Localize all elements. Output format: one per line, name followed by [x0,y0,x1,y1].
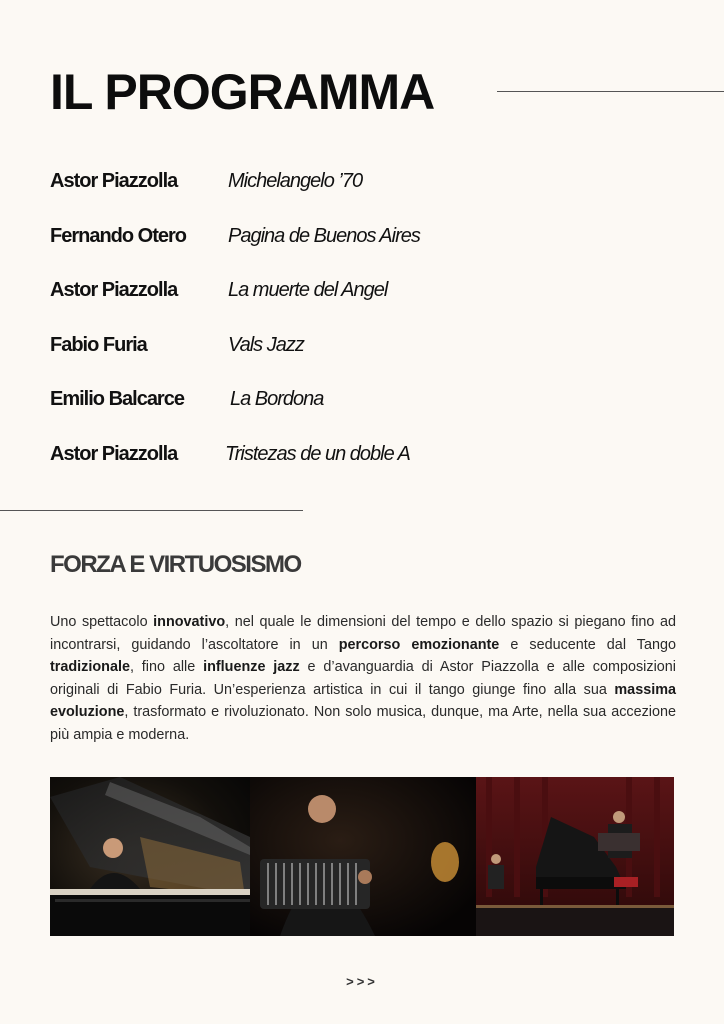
program-row [50,382,690,437]
program-row [50,273,690,328]
emphasis-text: innovativo [153,614,226,630]
pianist-photo [50,777,250,936]
program-row [50,437,690,492]
work-title: Pagina de Buenos Aires [228,224,420,247]
page-title: IL PROGRAMMA [50,64,435,120]
program-list [50,164,690,492]
composer-name: Emilio Balcarce [50,388,184,411]
work-title: Tristezas de un doble A [225,442,410,465]
emphasis-text: tradizionale [50,659,130,676]
composer-name: Astor Piazzolla [50,442,178,465]
emphasis-text: massima evoluzione [50,681,676,721]
paragraph-text: e d’avanguardia di Astor Piazzolla e alle composizioni originali di Fabio Furia. Un’esperienza artistica in cui il tango giunge fino alla sua [50,659,676,698]
concert-stage-photo [476,777,674,936]
paragraph-text: , trasformato e rivoluzionato. Non solo musica, dunque, ma Arte, nella sua accezione più ampia e moderna. [50,704,676,743]
emphasis-text: percorso emozionante [338,636,500,653]
composer-name: Fernando Otero [50,224,187,247]
composer-name: Astor Piazzolla [50,279,178,302]
paragraph-text: Uno spettacolo [50,614,154,630]
paragraph-text: , nel quale le dimensioni del tempo e dello spazio si piegano fino ad incontrarsi, guidando l’ascoltatore in un [50,614,677,653]
bandoneon-player-photo [250,777,476,936]
program-row [50,219,690,274]
title-divider [497,91,724,92]
paragraph-text: , fino alle [129,659,204,676]
program-row [50,328,690,383]
section-title: FORZA E VIRTUOSISMO [50,551,301,578]
section-divider [0,510,303,511]
next-page-indicator[interactable]: >>> [346,974,378,989]
work-title: La muerte del Angel [228,279,388,302]
program-row [50,164,690,219]
work-title: La Bordona [230,388,324,411]
composer-name: Fabio Furia [50,333,147,356]
work-title: Michelangelo ’70 [228,170,363,192]
work-title: Vals Jazz [228,333,304,356]
composer-name: Astor Piazzolla [50,170,178,192]
paragraph-text: e seducente dal Tango [499,636,676,653]
emphasis-text: influenze jazz [203,659,300,676]
photo-strip [50,777,674,936]
section-paragraph [50,611,676,747]
